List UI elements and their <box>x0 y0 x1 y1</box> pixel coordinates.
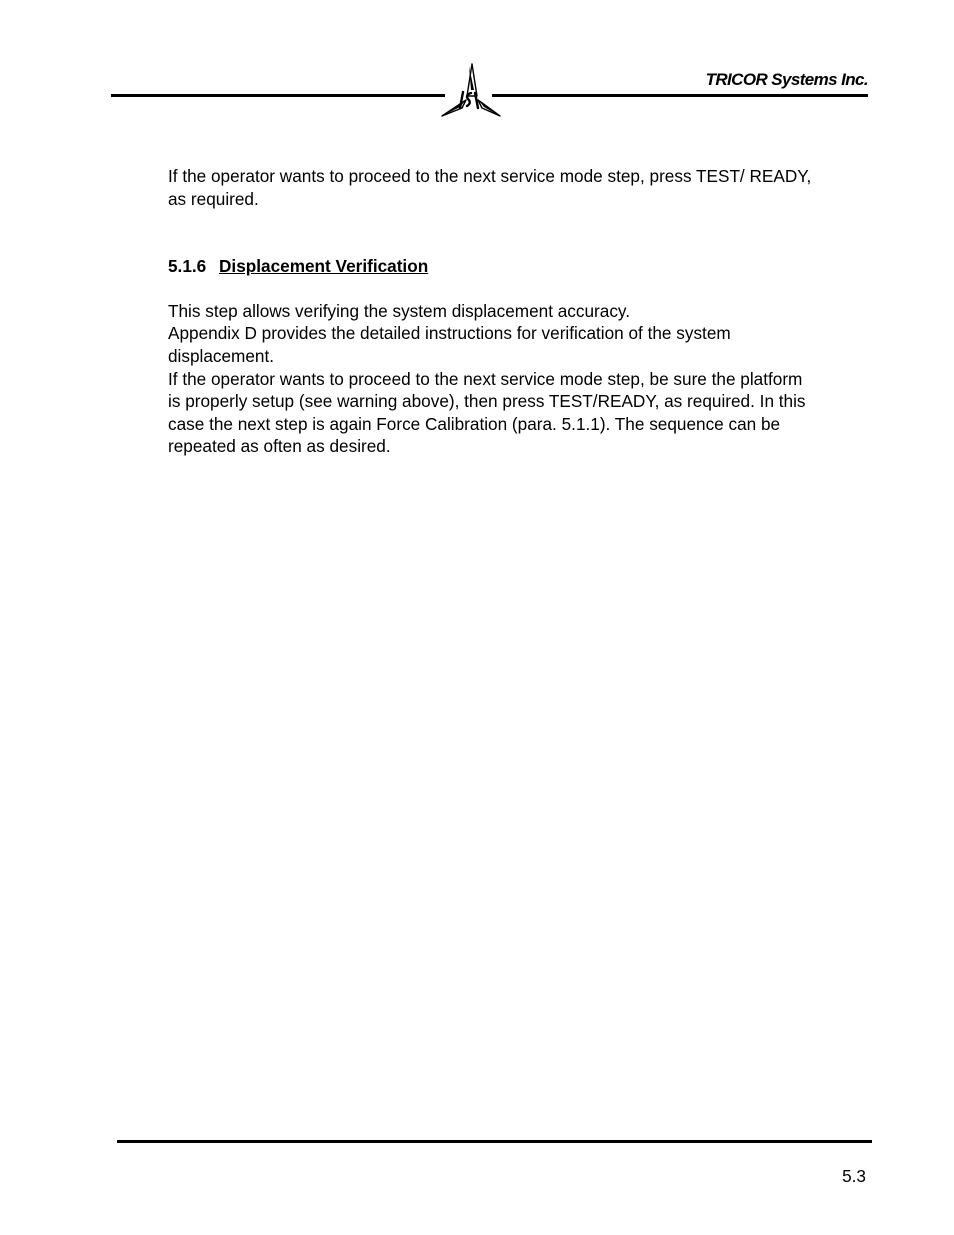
page-number: 5.3 <box>842 1166 866 1186</box>
header-rule-right <box>492 94 868 97</box>
tricor-logo-icon <box>438 62 502 120</box>
company-name: TRICOR Systems Inc. <box>705 70 868 89</box>
paragraph-next-step-instructions: If the operator wants to proceed to the next service mode step, be sure the platform is properly setup (see warning above), then press TEST/READY, as required. In this case the next step is again Force Calibration (para. 5.1.1). The sequence can be repeated as often as desired. <box>168 368 806 457</box>
page-content <box>168 165 818 458</box>
header-rule-left <box>111 94 445 97</box>
footer-rule <box>117 1140 872 1143</box>
paragraph-next-step-intro: If the operator wants to proceed to the next service mode step, press TEST/ READY, as required. <box>168 166 812 209</box>
section-number: 5.1.6 <box>168 256 207 277</box>
section-title: Displacement Verification <box>219 256 429 277</box>
paragraph-appendix-reference: Appendix D provides the detailed instructions for verification of the system displacement. <box>168 323 731 366</box>
section-heading <box>168 255 818 278</box>
paragraph-step-purpose: This step allows verifying the system displacement accuracy. <box>168 300 631 321</box>
